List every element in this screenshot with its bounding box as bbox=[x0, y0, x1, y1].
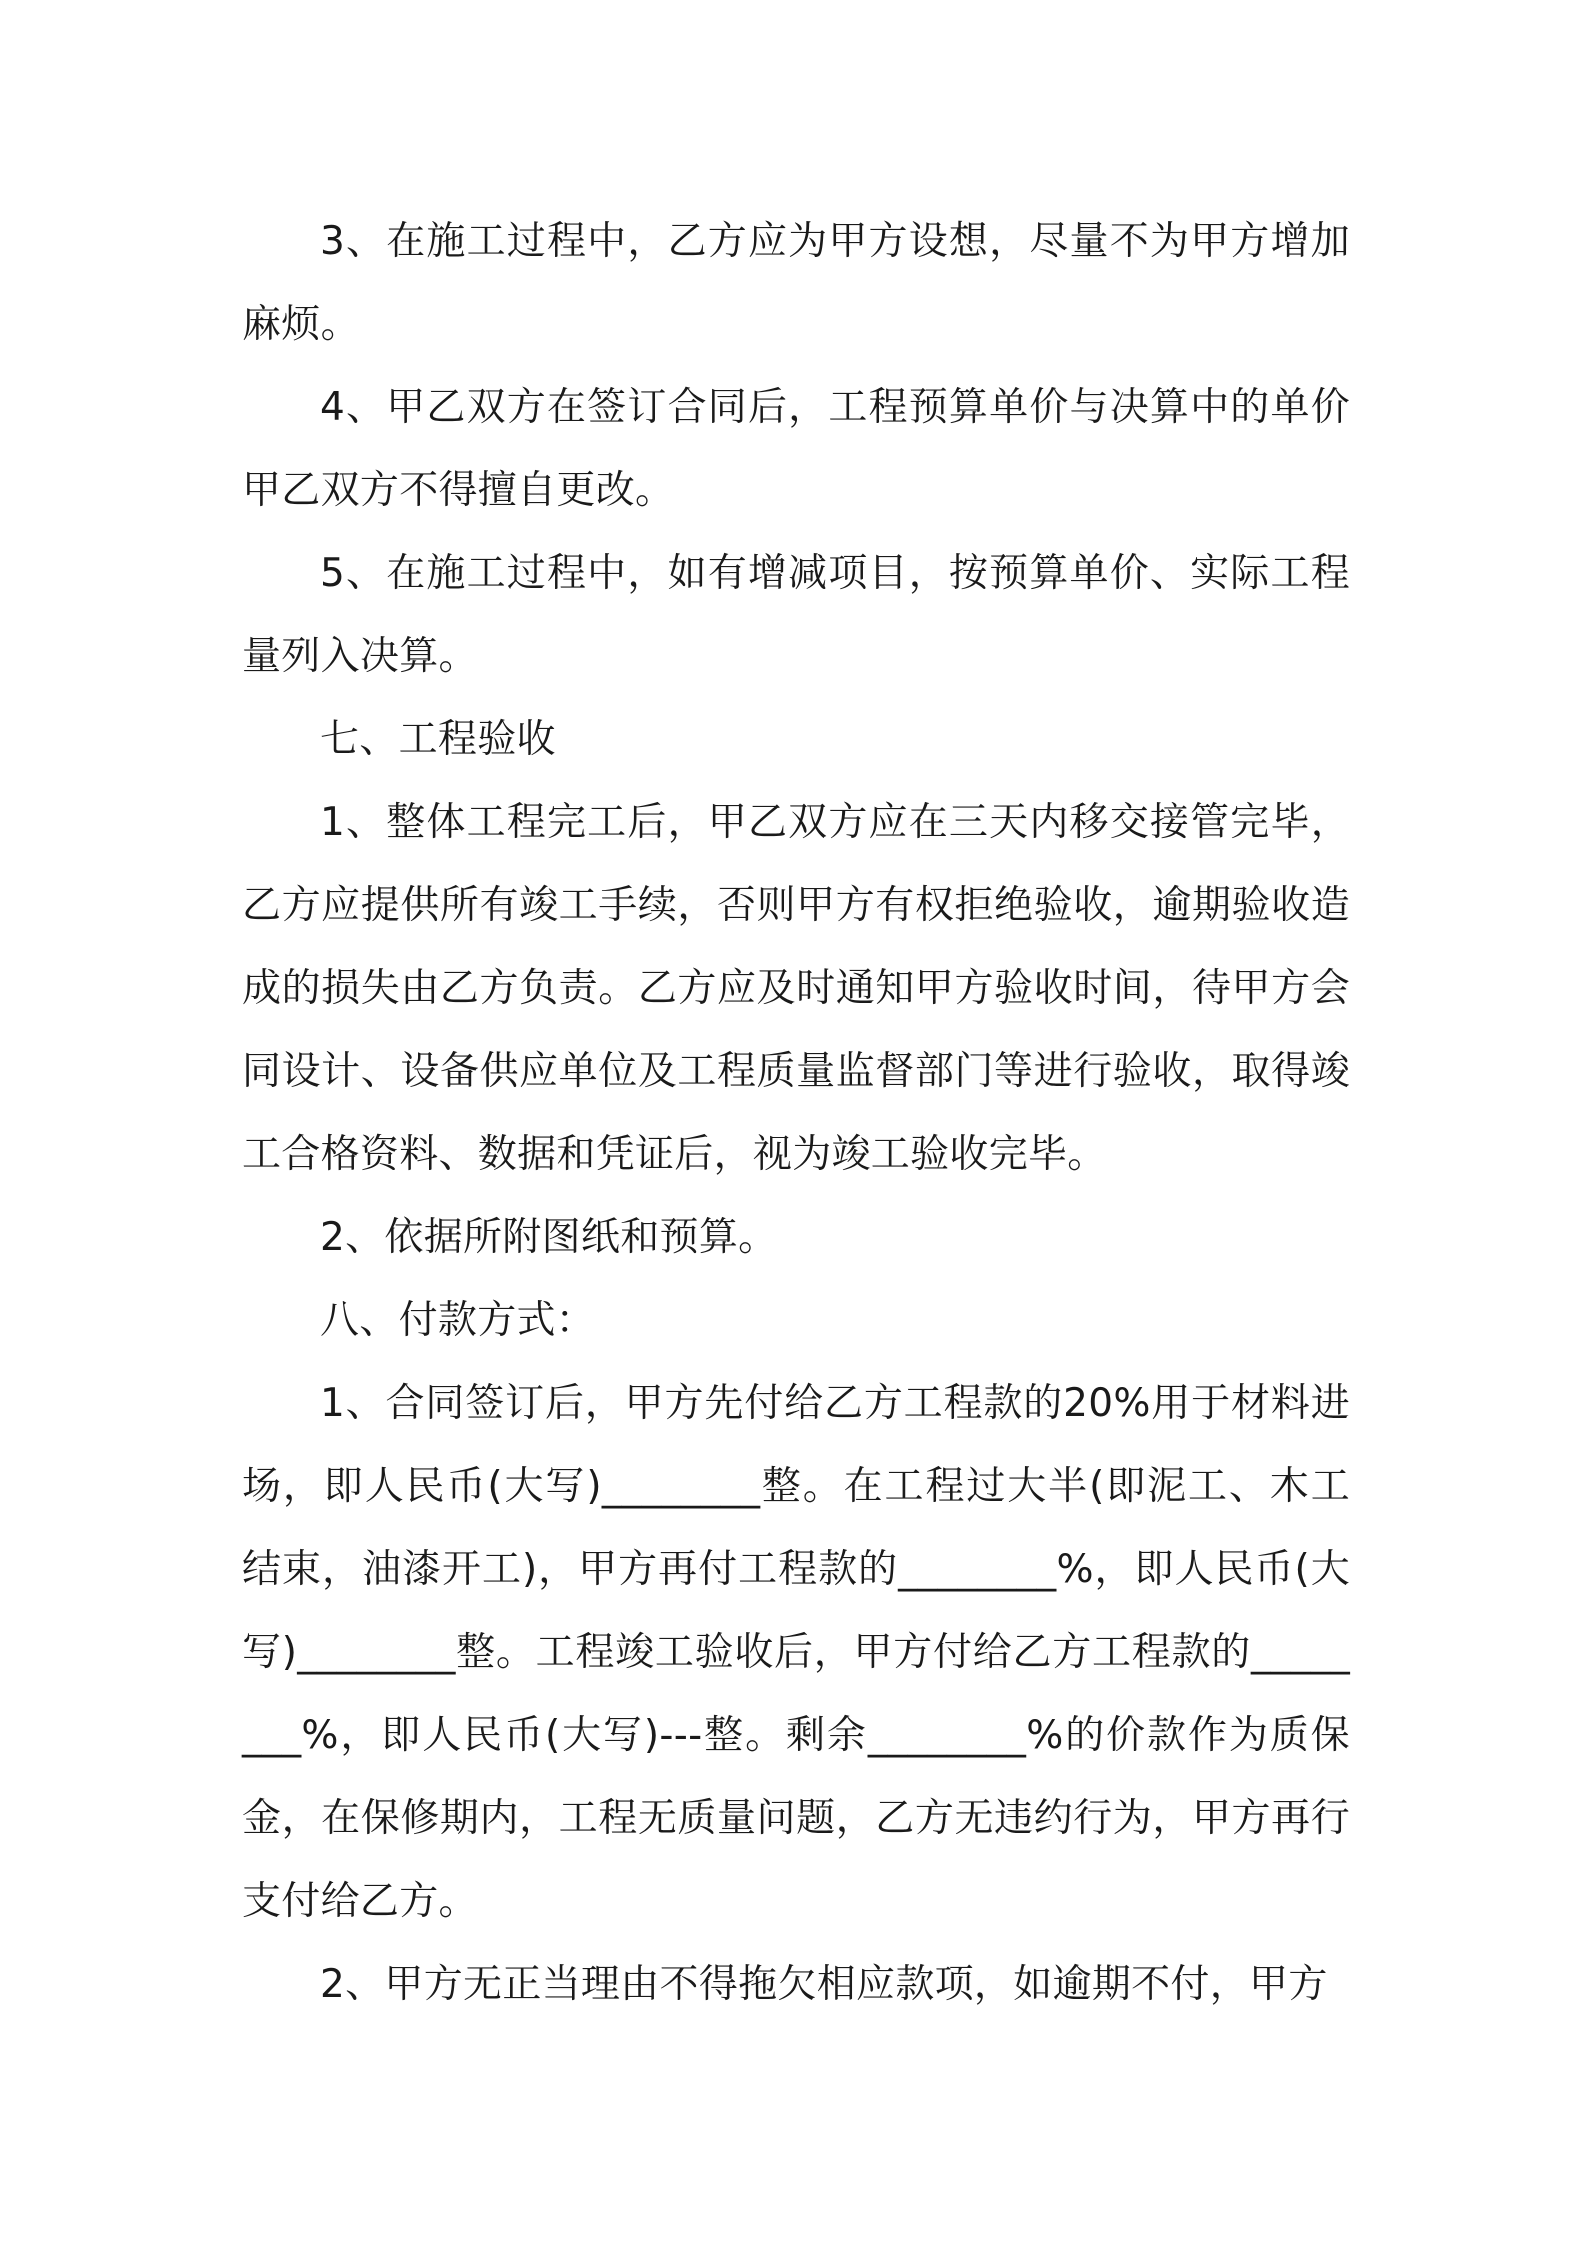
section-7-clause-2-paragraph: 2、依据所附图纸和预算。 bbox=[320, 1215, 778, 1260]
document-page bbox=[242, 200, 1350, 2026]
section-8-clause-2-paragraph: 2、甲方无正当理由不得拖欠相应款项，如逾期不付，甲方 bbox=[320, 1962, 1328, 2007]
clause-3-paragraph: 3、在施工过程中，乙方应为甲方设想，尽量不为甲方增加麻烦。 bbox=[242, 219, 1350, 347]
section-7-heading: 七、工程验收 bbox=[320, 717, 556, 762]
section-7-clause-1-paragraph: 1、整体工程完工后，甲乙双方应在三天内移交接管完毕，乙方应提供所有竣工手续，否则甲方有权拒绝验收，逾期验收造成的损失由乙方负责。乙方应及时通知甲方验收时间，待甲方会同设计、设备供应单位及工程质量监督部门等进行验收，取得竣工合格资料、数据和凭证后，视为竣工验收完毕。 bbox=[242, 800, 1350, 1177]
clause-4-paragraph: 4、甲乙双方在签订合同后，工程预算单价与决算中的单价甲乙双方不得擅自更改。 bbox=[242, 385, 1350, 513]
section-8-clause-1-paragraph: 1、合同签订后，甲方先付给乙方工程款的20%用于材料进场，即人民币(大写)________整。在工程过大半(即泥工、木工结束，油漆开工)，甲方再付工程款的________%，即人民币(大写)________整。工程竣工验收后，甲方付给乙方工程款的________%，即人民币(大写)---整。剩余________%的价款作为质保金，在保修期内，工程无质量问题，乙方无违约行为，甲方再行支付给乙方。 bbox=[242, 1381, 1350, 1924]
section-8-heading: 八、付款方式： bbox=[320, 1298, 596, 1343]
clause-5-paragraph: 5、在施工过程中，如有增减项目，按预算单价、实际工程量列入决算。 bbox=[242, 551, 1350, 679]
